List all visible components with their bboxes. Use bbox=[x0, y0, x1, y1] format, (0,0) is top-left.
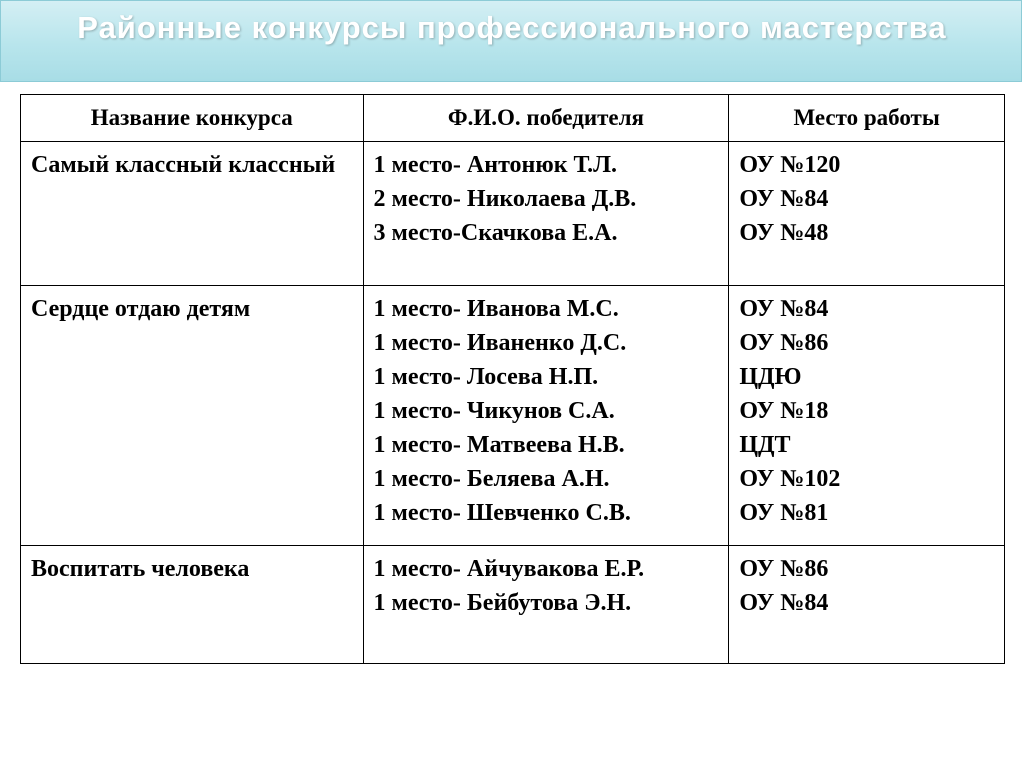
page-title: Районные конкурсы профессионального мастерства bbox=[77, 10, 947, 45]
contests-table bbox=[20, 94, 1005, 664]
workplace-cell bbox=[729, 286, 1005, 546]
workplace-cell bbox=[729, 142, 1005, 286]
winner-entry: 3 место-Скачкова Е.А. bbox=[373, 220, 618, 246]
winner-entry: 1 место- Чикунов С.А. bbox=[373, 398, 615, 424]
winners-cell bbox=[363, 546, 729, 664]
contest-name-cell: Самый классный классный bbox=[21, 142, 364, 286]
workplace-entry: ОУ №84 bbox=[739, 186, 829, 212]
table-row bbox=[21, 286, 1005, 546]
winner-entry: 1 место- Антонюк Т.Л. bbox=[373, 152, 618, 178]
winner-entry: 1 место- Матвеева Н.В. bbox=[373, 432, 625, 458]
workplace-entry: ОУ №86 bbox=[739, 330, 829, 356]
winner-entry: 1 место- Бейбутова Э.Н. bbox=[373, 590, 632, 616]
table-row bbox=[21, 546, 1005, 664]
workplace-entry: ОУ №84 bbox=[739, 296, 829, 322]
winner-entry: 1 место- Иванова М.С. bbox=[373, 296, 619, 322]
contest-name-cell: Сердце отдаю детям bbox=[21, 286, 364, 546]
workplace-entry: ОУ №102 bbox=[739, 466, 841, 492]
title-banner bbox=[0, 0, 1022, 82]
contest-name-cell: Воспитать человека bbox=[21, 546, 364, 664]
table-row bbox=[21, 142, 1005, 286]
workplace-entry: ОУ №81 bbox=[739, 500, 829, 526]
winners-cell bbox=[363, 286, 729, 546]
winners-cell bbox=[363, 142, 729, 286]
winner-entry: 1 место- Шевченко С.В. bbox=[373, 500, 631, 526]
header-workplace: Место работы bbox=[729, 95, 1005, 142]
workplace-entry: ОУ №120 bbox=[739, 152, 841, 178]
workplace-entry: ОУ №86 bbox=[739, 556, 829, 582]
workplace-entry: ЦДТ bbox=[739, 432, 791, 458]
workplace-entry: ОУ №84 bbox=[739, 590, 829, 616]
winner-entry: 1 место- Айчувакова Е.Р. bbox=[373, 556, 645, 582]
winner-entry: 1 место- Лосева Н.П. bbox=[373, 364, 599, 390]
workplace-entry: ОУ №48 bbox=[739, 220, 829, 246]
winner-entry: 1 место- Беляева А.Н. bbox=[373, 466, 610, 492]
winner-entry: 2 место- Николаева Д.В. bbox=[373, 186, 637, 212]
header-contest-name: Название конкурса bbox=[21, 95, 364, 142]
winner-entry: 1 место- Иваненко Д.С. bbox=[373, 330, 627, 356]
workplace-entry: ЦДЮ bbox=[739, 364, 802, 390]
header-winner-name: Ф.И.О. победителя bbox=[363, 95, 729, 142]
workplace-cell bbox=[729, 546, 1005, 664]
table-header-row bbox=[21, 95, 1005, 142]
workplace-entry: ОУ №18 bbox=[739, 398, 829, 424]
